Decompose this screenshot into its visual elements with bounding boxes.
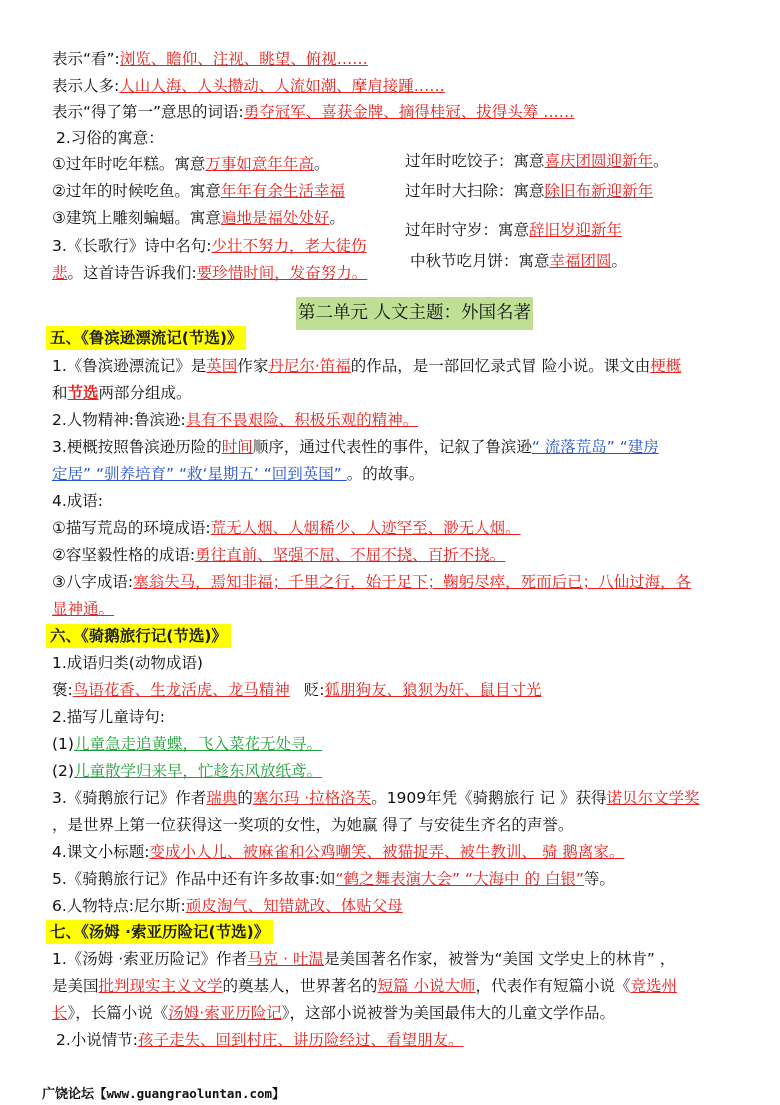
s5-p3-line2: 定居” “驯养培育” “救‘星期五’ “回到英国” 。的故事。 <box>52 465 425 483</box>
poem-line-2: 悲。这首诗告诉我们:要珍惜时间，发奋努力。 <box>52 264 368 282</box>
custom-right-1: 过年时吃饺子：寓意喜庆团圆迎新年。 <box>405 152 669 170</box>
s6-poem1: (1)儿童急走追黄蝶，飞入菜花无处寻。 <box>52 735 322 753</box>
custom-left-2: ②过年的时候吃鱼。寓意年年有余生活幸福 <box>52 182 345 200</box>
custom-right-3: 过年时守岁：寓意辞旧岁迎新年 <box>405 221 623 239</box>
crowd-line <box>52 76 445 96</box>
customs-title: 2.习俗的寓意： <box>56 129 164 147</box>
s7-line3: 长》，长篇小说《汤姆·索亚历险记》，这部小说被誉为美国最伟大的儿童文学作品。 <box>52 1004 615 1022</box>
custom-right-2: 过年时大扫除：寓意除旧布新迎新年 <box>405 182 654 200</box>
custom-meaning: 喜庆团圆迎新年 <box>544 152 654 170</box>
crowd-words: 人山人海、人头攒动、人流如潮、摩肩接踵…… <box>119 77 445 95</box>
s5-idiom2: ②容坚毅性格的成语:勇往直前、坚强不屈、不屈不挠、百折不挠。 <box>52 546 506 564</box>
s5-line2: 和节选两部分组成。 <box>52 384 192 402</box>
first-words: 勇夺冠军、喜获金牌、摘得桂冠、拔得头筹 …… <box>243 103 575 121</box>
section6-heading: 六、《骑鹅旅行记(节选)》 <box>46 624 231 648</box>
custom-left-3: ③建筑上雕刻蝙蝠。寓意遍地是福处处好。 <box>52 209 345 227</box>
s6-classify-title: 1.成语归类(动物成语) <box>52 654 203 672</box>
poem-quote: 少壮不努力，老大徒伤 <box>211 237 367 255</box>
poem-lesson: 要珍惜时间，发奋努力。 <box>196 264 368 282</box>
footer-name: 广饶论坛 <box>42 1087 95 1102</box>
s6-classify: 褒:鸟语花香、生龙活虎、龙马精神 贬:狐朋狗友、狼狈为奸、鼠目寸光 <box>52 681 542 699</box>
s5-p3-line1: 3.梗概按照鲁滨逊历险的时间顺序，通过代表性的事件，记叙了鲁滨逊“ 流落荒岛” “建房 <box>52 438 659 456</box>
s5-idioms-title: 4.成语: <box>52 492 104 510</box>
s5-idiom3: ③八字成语:塞翁失马，焉知非福；千里之行，始于足下；鞠躬尽瘁，死而后已；八仙过海，各 <box>52 573 692 591</box>
custom-left-1: ①过年时吃年糕。寓意万事如意年年高。 <box>52 155 330 173</box>
custom-meaning: 除旧布新迎新年 <box>544 182 654 200</box>
s6-titles: 4.课文小标题:变成小人儿、被麻雀和公鸡嘲笑、被猫捉弄、被牛教训、 骑 鹅离家。 <box>52 843 625 861</box>
s6-p3-line1: 3.《骑鹅旅行记》作者瑞典的塞尔玛 ·拉格洛芙。1909年凭《骑鹅旅行 记 》获得诺贝尔文学奖 <box>52 789 700 807</box>
section7-heading: 七、《汤姆 ·索亚历险记(节选)》 <box>46 920 273 944</box>
s6-traits: 6.人物特点:尼尔斯:顽皮淘气、知错就改、体贴父母 <box>52 897 403 915</box>
custom-right-4: 中秋节吃月饼：寓意幸福团圆。 <box>410 252 628 270</box>
footer <box>42 1083 285 1102</box>
s5-spirit: 2.人物精神:鲁滨逊:具有不畏艰险、积极乐观的精神。 <box>52 411 419 429</box>
custom-meaning: 辞旧岁迎新年 <box>529 221 623 239</box>
s6-poem2: (2)儿童散学归来早，忙趁东风放纸鸢。 <box>52 762 322 780</box>
s5-idiom1: ①描写荒岛的环境成语:荒无人烟、人烟稀少、人迹罕至、渺无人烟。 <box>52 519 521 537</box>
poem-line-1: 3.《长歌行》诗中名句:少壮不努力，老大徒伤 <box>52 237 367 255</box>
s7-line2: 是美国批判现实主义文学的奠基人，世界著名的短篇 小说大师，代表作有短篇小说《竞选州 <box>52 977 678 995</box>
custom-meaning: 幸福团圆 <box>549 252 612 270</box>
s5-idiom3-cont: 显神通。 <box>52 600 115 618</box>
s6-poem-title: 2.描写儿童诗句: <box>52 708 166 726</box>
custom-meaning: 遍地是福处处好 <box>220 209 330 227</box>
custom-meaning: 万事如意年年高 <box>205 155 314 173</box>
look-label: 表示“看”: <box>52 50 120 68</box>
s7-plot: 2.小说情节:孩子走失、回到村庄、讲历险经过、看望朋友。 <box>56 1031 464 1049</box>
crowd-label: 表示人多: <box>52 77 120 95</box>
s6-stories: 5.《骑鹅旅行记》作品中还有许多故事:如“鹤之舞表演大会” “大海中 的 白银”等。 <box>52 870 615 888</box>
s5-line1: 1.《鲁滨逊漂流记》是英国作家丹尼尔·笛福的作品，是一部回忆录式冒 险小说。课文由梗概 <box>52 357 682 375</box>
s6-p3-line2: ，是世界上第一位获得这一奖项的女性，为她赢 得了 与安徒生齐名的声誉。 <box>52 816 574 834</box>
first-line <box>52 102 574 122</box>
footer-url[interactable]: 【www.guangraoluntan.com】 <box>94 1086 285 1101</box>
s7-line1: 1.《汤姆 ·索亚历险记》作者马克 · 吐温是美国著名作家，被誉为“美国 文学史上的林肯” ， <box>52 950 676 968</box>
poem-quote-end: 悲 <box>52 264 68 282</box>
custom-meaning: 年年有余生活幸福 <box>220 182 345 200</box>
first-label: 表示“得了第一”意思的词语: <box>52 103 244 121</box>
look-line <box>52 49 368 69</box>
look-words: 浏览、瞻仰、注视、眺望、俯视…… <box>119 50 368 68</box>
unit-title: 第二单元 人文主题：外国名著 <box>296 297 533 330</box>
section5-heading: 五、《鲁滨逊漂流记(节选)》 <box>46 326 246 350</box>
